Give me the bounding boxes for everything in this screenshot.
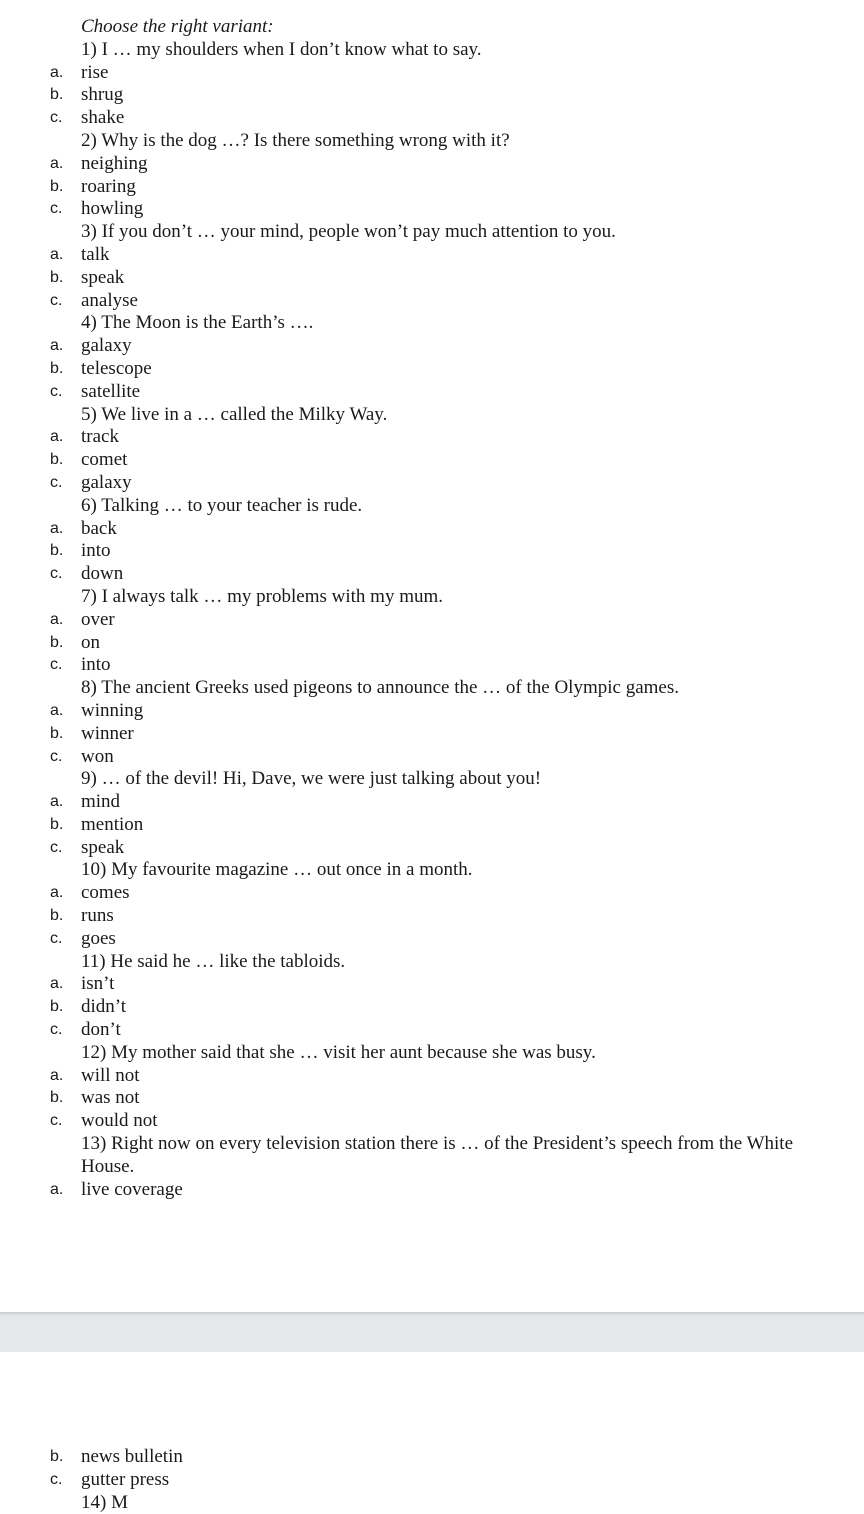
answer-option [0, 244, 864, 267]
option-marker: b. [50, 542, 64, 560]
option-text: galaxy [81, 335, 132, 357]
question-text: 1) I … my shoulders when I don’t know what to say. [81, 38, 482, 60]
option-marker: c. [50, 109, 63, 127]
option-marker: b. [50, 633, 64, 651]
option-marker: b. [50, 1448, 64, 1465]
option-marker: a. [50, 701, 64, 719]
page-content-continued [0, 1446, 864, 1514]
answer-option [0, 723, 864, 746]
answer-option [0, 290, 864, 313]
option-text: neighing [81, 152, 148, 174]
option-marker: a. [50, 793, 64, 811]
question-text: 6) Talking … to your teacher is rude. [81, 494, 363, 516]
answer-option [0, 472, 864, 495]
answer-option [0, 632, 864, 655]
option-text: winner [81, 722, 134, 744]
option-marker: a. [50, 1180, 64, 1198]
answer-option [0, 814, 864, 837]
answer-option [0, 1019, 864, 1042]
answer-option [0, 882, 864, 905]
option-text: telescope [81, 357, 152, 379]
question-text: 8) The ancient Greeks used pigeons to announce the … of the Olympic games. [81, 677, 679, 699]
option-text: roaring [81, 175, 136, 197]
instruction-title: Choose the right variant: [81, 16, 274, 37]
option-marker: c. [50, 1021, 63, 1039]
option-marker: c. [50, 838, 63, 856]
option-marker: a. [50, 63, 64, 81]
option-text: runs [81, 905, 114, 927]
option-text: speak [81, 836, 125, 858]
option-text: didn’t [81, 996, 127, 1018]
answer-option [0, 563, 864, 586]
answer-option [0, 381, 864, 404]
option-text: galaxy [81, 471, 132, 493]
answer-option [0, 267, 864, 290]
answer-option [0, 1446, 864, 1469]
option-text: over [81, 608, 115, 630]
answer-option [0, 609, 864, 632]
option-marker: b. [50, 268, 64, 286]
option-marker: a. [50, 428, 64, 446]
option-text: talk [81, 243, 110, 265]
answer-option [0, 996, 864, 1019]
answer-option [0, 176, 864, 199]
option-marker: b. [50, 86, 64, 104]
question-text: 11) He said he … like the tabloids. [81, 950, 346, 972]
question-text: 13) Right now on every television station there is … of the President’s speech from the White House. [81, 1133, 793, 1177]
question-text: 9) … of the devil! Hi, Dave, we were just talking about you! [81, 768, 542, 790]
answer-option [0, 540, 864, 563]
option-text: isn’t [81, 973, 115, 995]
option-text: shrug [81, 84, 124, 106]
question-text: 4) The Moon is the Earth’s …. [81, 312, 314, 334]
option-text: comet [81, 449, 128, 471]
question-text: 12) My mother said that she … visit her aunt because she was busy. [81, 1041, 596, 1063]
option-marker: c. [50, 565, 63, 583]
question-text: 7) I always talk … my problems with my mum. [81, 585, 444, 607]
answer-option [0, 1179, 864, 1202]
option-marker: c. [50, 200, 63, 218]
answer-option [0, 84, 864, 107]
option-text: on [81, 631, 100, 653]
option-marker: a. [50, 975, 64, 993]
answer-option [0, 837, 864, 860]
question-text: 2) Why is the dog …? Is there something wrong with it? [81, 129, 510, 151]
answer-option [0, 791, 864, 814]
option-text: analyse [81, 289, 138, 311]
option-marker: b. [50, 815, 64, 833]
answer-option [0, 449, 864, 472]
option-text: into [81, 654, 111, 676]
option-text: down [81, 563, 124, 585]
option-marker: a. [50, 1066, 64, 1084]
option-marker: b. [50, 998, 64, 1016]
option-marker: a. [50, 884, 64, 902]
option-marker: c. [50, 929, 63, 947]
answer-option [0, 654, 864, 677]
option-text: live coverage [81, 1178, 183, 1200]
answer-option [0, 153, 864, 176]
answer-option [0, 700, 864, 723]
option-marker: b. [50, 907, 64, 925]
answer-option [0, 1469, 864, 1492]
option-marker: c. [50, 1470, 63, 1488]
option-text: back [81, 517, 117, 539]
option-text: speak [81, 266, 125, 288]
option-text: comes [81, 882, 130, 904]
option-marker: a. [50, 519, 64, 537]
option-text: howling [81, 198, 144, 220]
option-text: shake [81, 107, 125, 129]
answer-option [0, 335, 864, 358]
option-text: gutter press [81, 1468, 170, 1490]
option-text: satellite [81, 380, 141, 402]
option-marker: b. [50, 359, 64, 377]
answer-option [0, 358, 864, 381]
option-text: track [81, 426, 119, 448]
answer-option [0, 928, 864, 951]
option-text: mention [81, 813, 144, 835]
option-text: would not [81, 1110, 158, 1132]
option-text: will not [81, 1064, 140, 1086]
answer-option [0, 198, 864, 221]
option-marker: c. [50, 291, 63, 309]
answer-option [0, 905, 864, 928]
option-marker: c. [50, 747, 63, 765]
answer-option [0, 518, 864, 541]
answer-option [0, 107, 864, 130]
cut-off-question-text: 14) M [81, 1491, 128, 1513]
answer-option [0, 1110, 864, 1133]
option-text: news bulletin [81, 1446, 183, 1467]
option-marker: c. [50, 656, 63, 674]
option-marker: a. [50, 337, 64, 355]
option-marker: c. [50, 382, 63, 400]
answer-option [0, 1087, 864, 1110]
option-marker: c. [50, 473, 63, 491]
answer-option [0, 62, 864, 85]
option-text: don’t [81, 1019, 121, 1041]
option-marker: b. [50, 177, 64, 195]
option-marker: b. [50, 1089, 64, 1107]
option-text: mind [81, 791, 121, 813]
answer-option [0, 746, 864, 769]
option-text: goes [81, 927, 116, 949]
option-text: into [81, 540, 111, 562]
document-page-2 [0, 1352, 864, 1513]
option-marker: a. [50, 154, 64, 172]
option-text: won [81, 745, 114, 767]
answer-option [0, 1065, 864, 1088]
option-marker: b. [50, 451, 64, 469]
page-gap [0, 1312, 864, 1352]
answer-option [0, 973, 864, 996]
answer-option [0, 426, 864, 449]
question-text: 3) If you don’t … your mind, people won’t pay much attention to you. [81, 221, 616, 243]
question-text: 10) My favourite magazine … out once in a month. [81, 859, 473, 881]
option-text: winning [81, 699, 144, 721]
page-content [0, 16, 864, 1201]
option-text: was not [81, 1087, 140, 1109]
option-marker: b. [50, 724, 64, 742]
option-text: rise [81, 61, 109, 83]
option-marker: c. [50, 1112, 63, 1130]
option-marker: a. [50, 610, 64, 628]
page-shadow [0, 1312, 864, 1316]
question-text: 5) We live in a … called the Milky Way. [81, 403, 388, 425]
option-marker: a. [50, 245, 64, 263]
